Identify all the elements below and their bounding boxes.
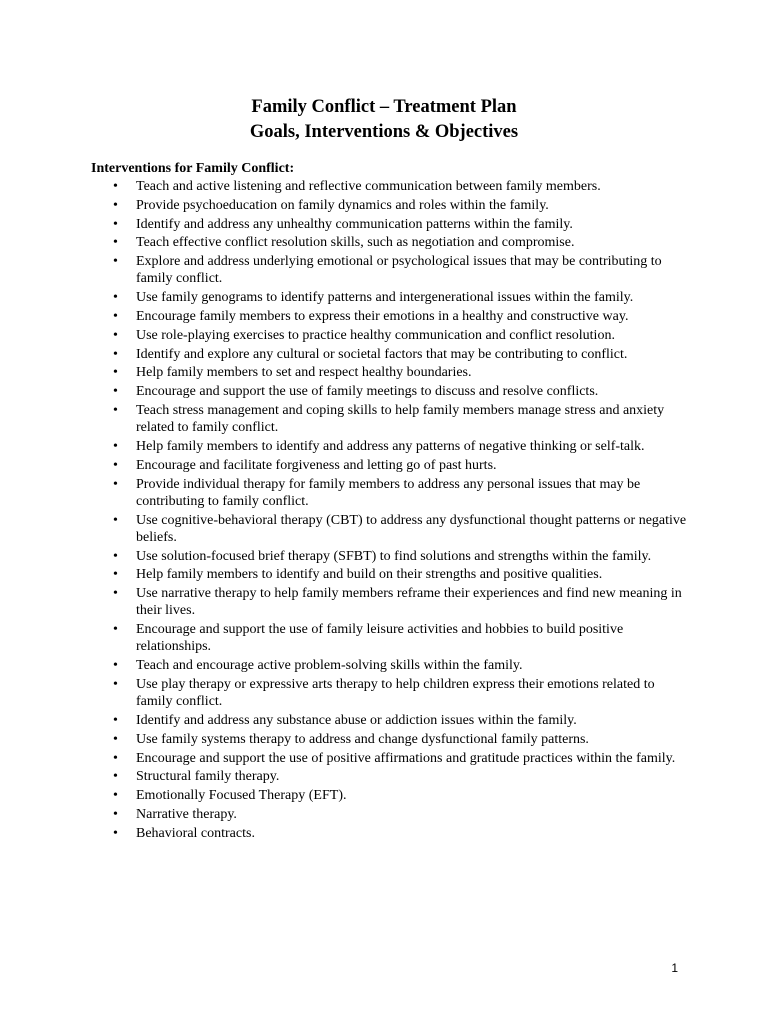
bullet-icon: • <box>113 235 118 251</box>
interventions-list <box>91 178 691 844</box>
list-item-text: Encourage and support the use of positive affirmations and gratitude practices within the family. <box>136 750 676 766</box>
title-block <box>0 95 768 145</box>
bullet-icon: • <box>113 476 118 492</box>
bullet-icon: • <box>113 365 118 381</box>
list-item <box>91 383 691 400</box>
list-item <box>91 438 691 455</box>
bullet-icon: • <box>113 825 118 841</box>
list-item <box>91 825 691 842</box>
list-item <box>91 308 691 325</box>
list-item <box>91 585 691 619</box>
bullet-icon: • <box>113 586 118 602</box>
bullet-icon: • <box>113 567 118 583</box>
list-item <box>91 289 691 306</box>
list-item <box>91 657 691 674</box>
list-item-text: Identify and explore any cultural or societal factors that may be contributing to conflict. <box>136 346 628 362</box>
list-item-text: Encourage and support the use of family leisure activities and hobbies to build positive relationships. <box>136 622 624 655</box>
bullet-icon: • <box>113 548 118 564</box>
list-item <box>91 712 691 729</box>
bullet-icon: • <box>113 788 118 804</box>
list-item-text: Use family genograms to identify patterns and intergenerational issues within the family. <box>136 290 634 306</box>
document-title: Family Conflict – Treatment Plan <box>251 97 517 117</box>
list-item <box>91 178 691 195</box>
bullet-icon: • <box>113 179 118 194</box>
bullet-icon: • <box>113 512 118 528</box>
list-item <box>91 768 691 785</box>
bullet-icon: • <box>113 402 118 418</box>
list-item-text: Encourage and facilitate forgiveness and letting go of past hurts. <box>136 457 497 473</box>
bullet-icon: • <box>113 712 118 728</box>
bullet-icon: • <box>113 658 118 674</box>
list-item <box>91 750 691 767</box>
bullet-icon: • <box>113 769 118 785</box>
bullet-icon: • <box>113 384 118 400</box>
list-item <box>91 806 691 823</box>
list-item-text: Use cognitive-behavioral therapy (CBT) to address any dysfunctional thought patterns or negative beliefs. <box>136 512 687 545</box>
list-item <box>91 346 691 363</box>
bullet-icon: • <box>113 290 118 306</box>
list-item-text: Teach effective conflict resolution skills, such as negotiation and compromise. <box>136 235 575 251</box>
bullet-icon: • <box>113 216 118 232</box>
bullet-icon: • <box>113 676 118 692</box>
list-item-text: Provide individual therapy for family members to address any personal issues that may be contributing to family conflict. <box>136 476 641 509</box>
bullet-icon: • <box>113 622 118 638</box>
bullet-icon: • <box>113 806 118 822</box>
list-item-text: Teach and active listening and reflective communication between family members. <box>136 179 601 194</box>
list-item-text: Behavioral contracts. <box>136 825 255 841</box>
list-item-text: Use role-playing exercises to practice healthy communication and conflict resolution. <box>136 327 615 343</box>
list-item-text: Identify and address any substance abuse or addiction issues within the family. <box>136 712 577 728</box>
list-item <box>91 731 691 748</box>
bullet-icon: • <box>113 731 118 747</box>
list-item <box>91 566 691 583</box>
list-item <box>91 216 691 233</box>
list-item <box>91 197 691 214</box>
list-item <box>91 476 691 510</box>
list-item-text: Provide psychoeducation on family dynamics and roles within the family. <box>136 197 549 213</box>
bullet-icon: • <box>113 308 118 324</box>
list-item-text: Teach and encourage active problem-solving skills within the family. <box>136 658 523 674</box>
list-item <box>91 676 691 710</box>
bullet-icon: • <box>113 346 118 362</box>
list-item-text: Structural family therapy. <box>136 769 280 785</box>
bullet-icon: • <box>113 327 118 343</box>
list-item-text: Help family members to set and respect healthy boundaries. <box>136 365 472 381</box>
list-item <box>91 364 691 381</box>
page-number: 1 <box>671 961 678 975</box>
list-item-text: Identify and address any unhealthy communication patterns within the family. <box>136 216 573 232</box>
bullet-icon: • <box>113 254 118 270</box>
list-item <box>91 621 691 655</box>
list-item-text: Use narrative therapy to help family members reframe their experiences and find new meaning in their lives. <box>136 586 682 619</box>
list-item <box>91 512 691 546</box>
bullet-icon: • <box>113 457 118 473</box>
bullet-icon: • <box>113 750 118 766</box>
list-item <box>91 327 691 344</box>
list-item <box>91 457 691 474</box>
list-item-text: Encourage and support the use of family meetings to discuss and resolve conflicts. <box>136 384 599 400</box>
bullet-icon: • <box>113 197 118 213</box>
list-item-text: Help family members to identify and build on their strengths and positive qualities. <box>136 567 603 583</box>
bullet-icon: • <box>113 438 118 454</box>
list-item-text: Teach stress management and coping skills to help family members manage stress and anxiety related to family conflict. <box>136 402 665 436</box>
list-item-text: Help family members to identify and address any patterns of negative thinking or self-talk. <box>136 438 645 454</box>
list-item-text: Use solution-focused brief therapy (SFBT) to find solutions and strengths within the family. <box>136 548 652 564</box>
list-item <box>91 548 691 565</box>
list-item <box>91 402 691 436</box>
list-item-text: Use family systems therapy to address and change dysfunctional family patterns. <box>136 731 589 747</box>
list-item-text: Explore and address underlying emotional or psychological issues that may be contributing to family conflict. <box>136 254 662 287</box>
list-item-text: Encourage family members to express their emotions in a healthy and constructive way. <box>136 308 629 324</box>
section-heading: Interventions for Family Conflict: <box>91 161 295 176</box>
document-subtitle: Goals, Interventions & Objectives <box>249 122 519 142</box>
list-item-text: Narrative therapy. <box>136 806 237 822</box>
list-item-text: Use play therapy or expressive arts therapy to help children express their emotions related to family conflict. <box>136 676 655 710</box>
list-item <box>91 787 691 804</box>
list-item <box>91 234 691 251</box>
list-item-text: Emotionally Focused Therapy (EFT). <box>136 788 347 804</box>
list-item <box>91 253 691 287</box>
